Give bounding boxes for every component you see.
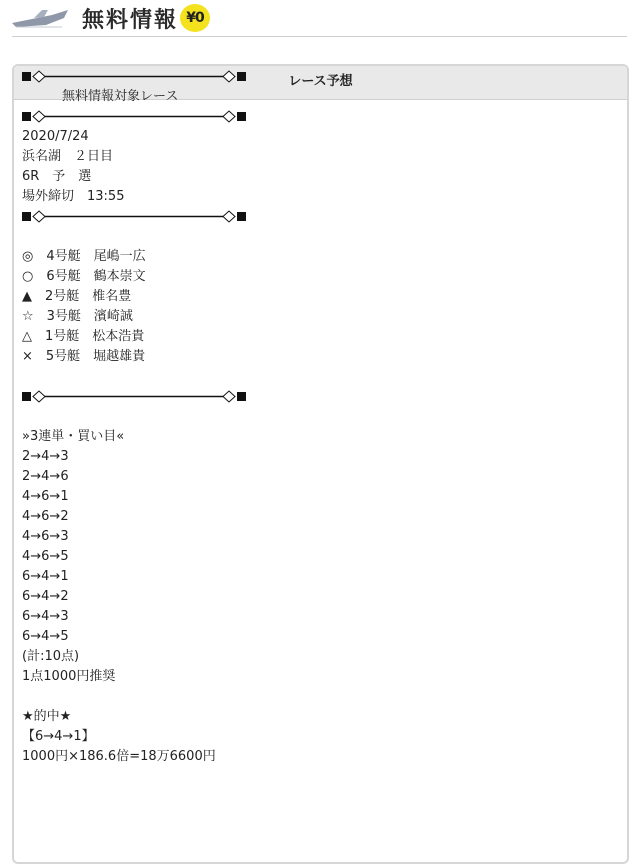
race-date: 2020/7/24 [22,129,89,144]
hit-label: ★的中★ [22,709,72,724]
prediction-item: ○ 6号艇 鶴本崇文 [22,269,146,284]
header-title: 無料情報 [82,8,179,33]
bets-stake: 1点1000円推奨 [22,669,116,684]
free-price-badge: ¥0 [180,4,210,32]
prediction-item: × 5号艇 堀越雄貴 [22,349,146,364]
bet-combo: 6→4→1 [22,569,69,584]
bet-combo: 6→4→5 [22,629,69,644]
bet-combo: 4→6→2 [22,509,69,524]
race-venue-day: 浜名湖 ２日目 [22,149,114,164]
bets-total: (計:10点) [22,649,80,664]
target-race-label: 無料情報対象レース [62,89,179,104]
panel-title: レース予想 [14,66,627,100]
bet-combo: 2→4→6 [22,469,69,484]
divider [22,207,247,227]
bet-combo: 4→6→1 [22,489,69,504]
bet-combo: 6→4→2 [22,589,69,604]
bet-combo: 2→4→3 [22,449,69,464]
bets-heading: »3連単・買い目« [22,429,125,444]
prediction-content [22,67,247,767]
hit-combo: 【6→4→1】 [22,729,95,744]
race-deadline: 場外締切 13:55 [22,189,125,204]
bet-combo: 4→6→3 [22,529,69,544]
page-header [12,0,627,37]
prediction-item: ◎ 4号艇 尾嶋一広 [22,249,146,264]
hit-payout: 1000円×186.6倍=18万6600円 [22,749,216,764]
prediction-item: △ 1号艇 松本浩貴 [22,329,145,344]
prediction-item: ▲ 2号艇 椎名豊 [22,289,132,304]
divider [22,107,247,127]
bet-combo: 4→6→5 [22,549,69,564]
boat-icon [12,6,68,28]
race-name: 6R 予 選 [22,169,92,184]
divider [22,387,247,407]
divider [22,67,247,87]
prediction-item: ☆ 3号艇 濱崎誠 [22,309,133,324]
bet-combo: 6→4→3 [22,609,69,624]
